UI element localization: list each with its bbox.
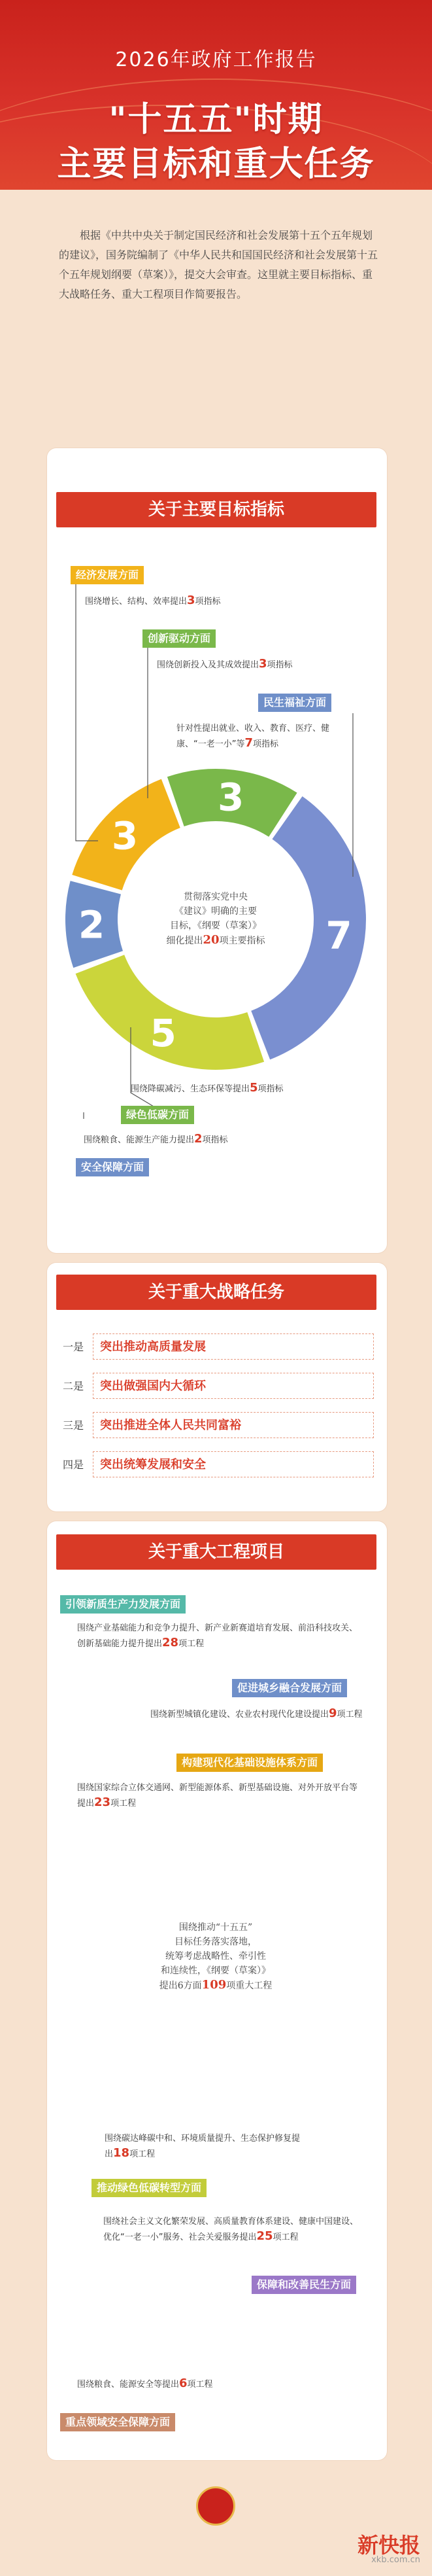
desc-livelihood: 针对性提出就业、收入、教育、医疗、健康、“一老一小”等7项指标	[176, 724, 330, 750]
center-line: 《建议》明确的主要	[174, 906, 257, 917]
desc-new-productivity: 围绕产业基础能力和竞争力提升、新产业新赛道培育发展、前沿科技攻关、创新基础能力提升提出28项工程	[77, 1623, 358, 1650]
strategy-row	[63, 1412, 376, 1438]
projects-center-text	[134, 1920, 297, 1993]
segment-value-label: 3	[111, 813, 139, 858]
center-line: 统筹考虑战略性、牵引性	[165, 1951, 266, 1962]
desc-security: 围绕粮食、能源生产能力提出2项指标	[84, 1132, 228, 1146]
strategy-value: 突出统筹发展和安全	[93, 1451, 374, 1477]
strategy-key: 一是	[63, 1341, 84, 1353]
center-line: 围绕推动“十五五”	[178, 1922, 253, 1933]
desc-urban-rural: 围绕新型城镇化建设、农业农村现代化建设提出9项工程	[150, 1706, 363, 1720]
strategy-key: 三是	[63, 1419, 84, 1432]
desc-livelihood-projects: 围绕社会主义文化繁荣发展、高质量教育体系建设、健康中国建设、优化“一老一小”服务、社会关爱服务提出25项工程	[103, 2217, 359, 2243]
strategy-key: 二是	[63, 1380, 84, 1392]
section-title: 关于重大工程项目	[56, 1534, 376, 1570]
strategy-row	[63, 1451, 376, 1477]
brand-url: xkb.com.cn	[371, 2555, 420, 2565]
desc-economy: 围绕增长、结构、效率提出3项指标	[85, 593, 221, 607]
desc-key-security: 围绕粮食、能源安全等提出6项工程	[77, 2376, 213, 2390]
report-year-label: 2026年政府工作报告	[115, 48, 317, 71]
segment-value-label: 7	[325, 913, 352, 959]
label-livelihood-projects: 保障和改善民生方面	[252, 2276, 356, 2294]
strategy-value: 突出推动高质量发展	[93, 1333, 374, 1360]
emblem-icon	[196, 2486, 235, 2526]
desc-green-transition: 围绕碳达峰碳中和、环境质量提升、生态保护修复提出18项工程	[105, 2134, 301, 2160]
section-title: 关于主要目标指标	[56, 492, 376, 527]
label-economy: 经济发展方面	[71, 566, 144, 584]
center-line: 细化提出20项主要指标	[166, 933, 265, 947]
center-line: 贯彻落实党中央	[184, 892, 248, 902]
label-urban-rural: 促进城乡融合发展方面	[232, 1679, 347, 1697]
segment-value-label: 2	[78, 902, 105, 947]
center-line: 和连续性，《纲要（草案）》	[161, 1966, 271, 1976]
intro-paragraph: 根据《中共中央关于制定国民经济和社会发展第十五个五年规划的建议》，国务院编制了《中华人民共和国国民经济和社会发展第十五个五年规划纲要（草案）》，提交大会审查。这里就主要目标指标、重大战略任务、重大工程项目作简要报告。	[59, 229, 378, 300]
page-title-line2: 主要目标和重大任务	[57, 145, 375, 184]
desc-infrastructure: 围绕国家综合立体交通网、新型能源体系、新型基础设施、对外开放平台等提出23项工程	[77, 1783, 358, 1809]
segment-value-label: 5	[150, 1011, 176, 1056]
targets-center-text	[154, 890, 278, 948]
strategy-row	[63, 1333, 376, 1360]
strategy-value: 突出做强国内大循环	[93, 1373, 374, 1399]
label-green: 绿色低碳方面	[121, 1106, 194, 1124]
segment-value-label: 3	[217, 775, 244, 820]
label-security: 安全保障方面	[76, 1158, 149, 1176]
center-line: 目标，《纲要（草案）》	[170, 921, 261, 931]
label-livelihood: 民生福祉方面	[258, 694, 331, 712]
label-infrastructure: 构建现代化基础设施体系方面	[176, 1754, 323, 1772]
desc-innovation: 围绕创新投入及其成效提出3项指标	[157, 657, 293, 671]
strategy-value: 突出推进全体人民共同富裕	[93, 1412, 374, 1438]
strategy-row	[63, 1373, 376, 1399]
label-innovation: 创新驱动方面	[142, 629, 216, 648]
center-line: 提出6方面109项重大工程	[159, 1978, 273, 1992]
label-new-productivity: 引领新质生产力发展方面	[60, 1595, 186, 1614]
page-title-line1: "十五五"时期	[108, 100, 324, 139]
strategy-key: 四是	[63, 1458, 84, 1471]
label-green-transition: 推动绿色低碳转型方面	[91, 2179, 207, 2197]
label-key-security: 重点领域安全保障方面	[60, 2413, 175, 2431]
center-line: 目标任务落实落地，	[174, 1937, 257, 1947]
desc-green: 围绕降碳减污、生态环保等提出5项指标	[131, 1081, 284, 1095]
section-title: 关于重大战略任务	[56, 1275, 376, 1310]
brand-logo: 新快报	[357, 2533, 420, 2558]
